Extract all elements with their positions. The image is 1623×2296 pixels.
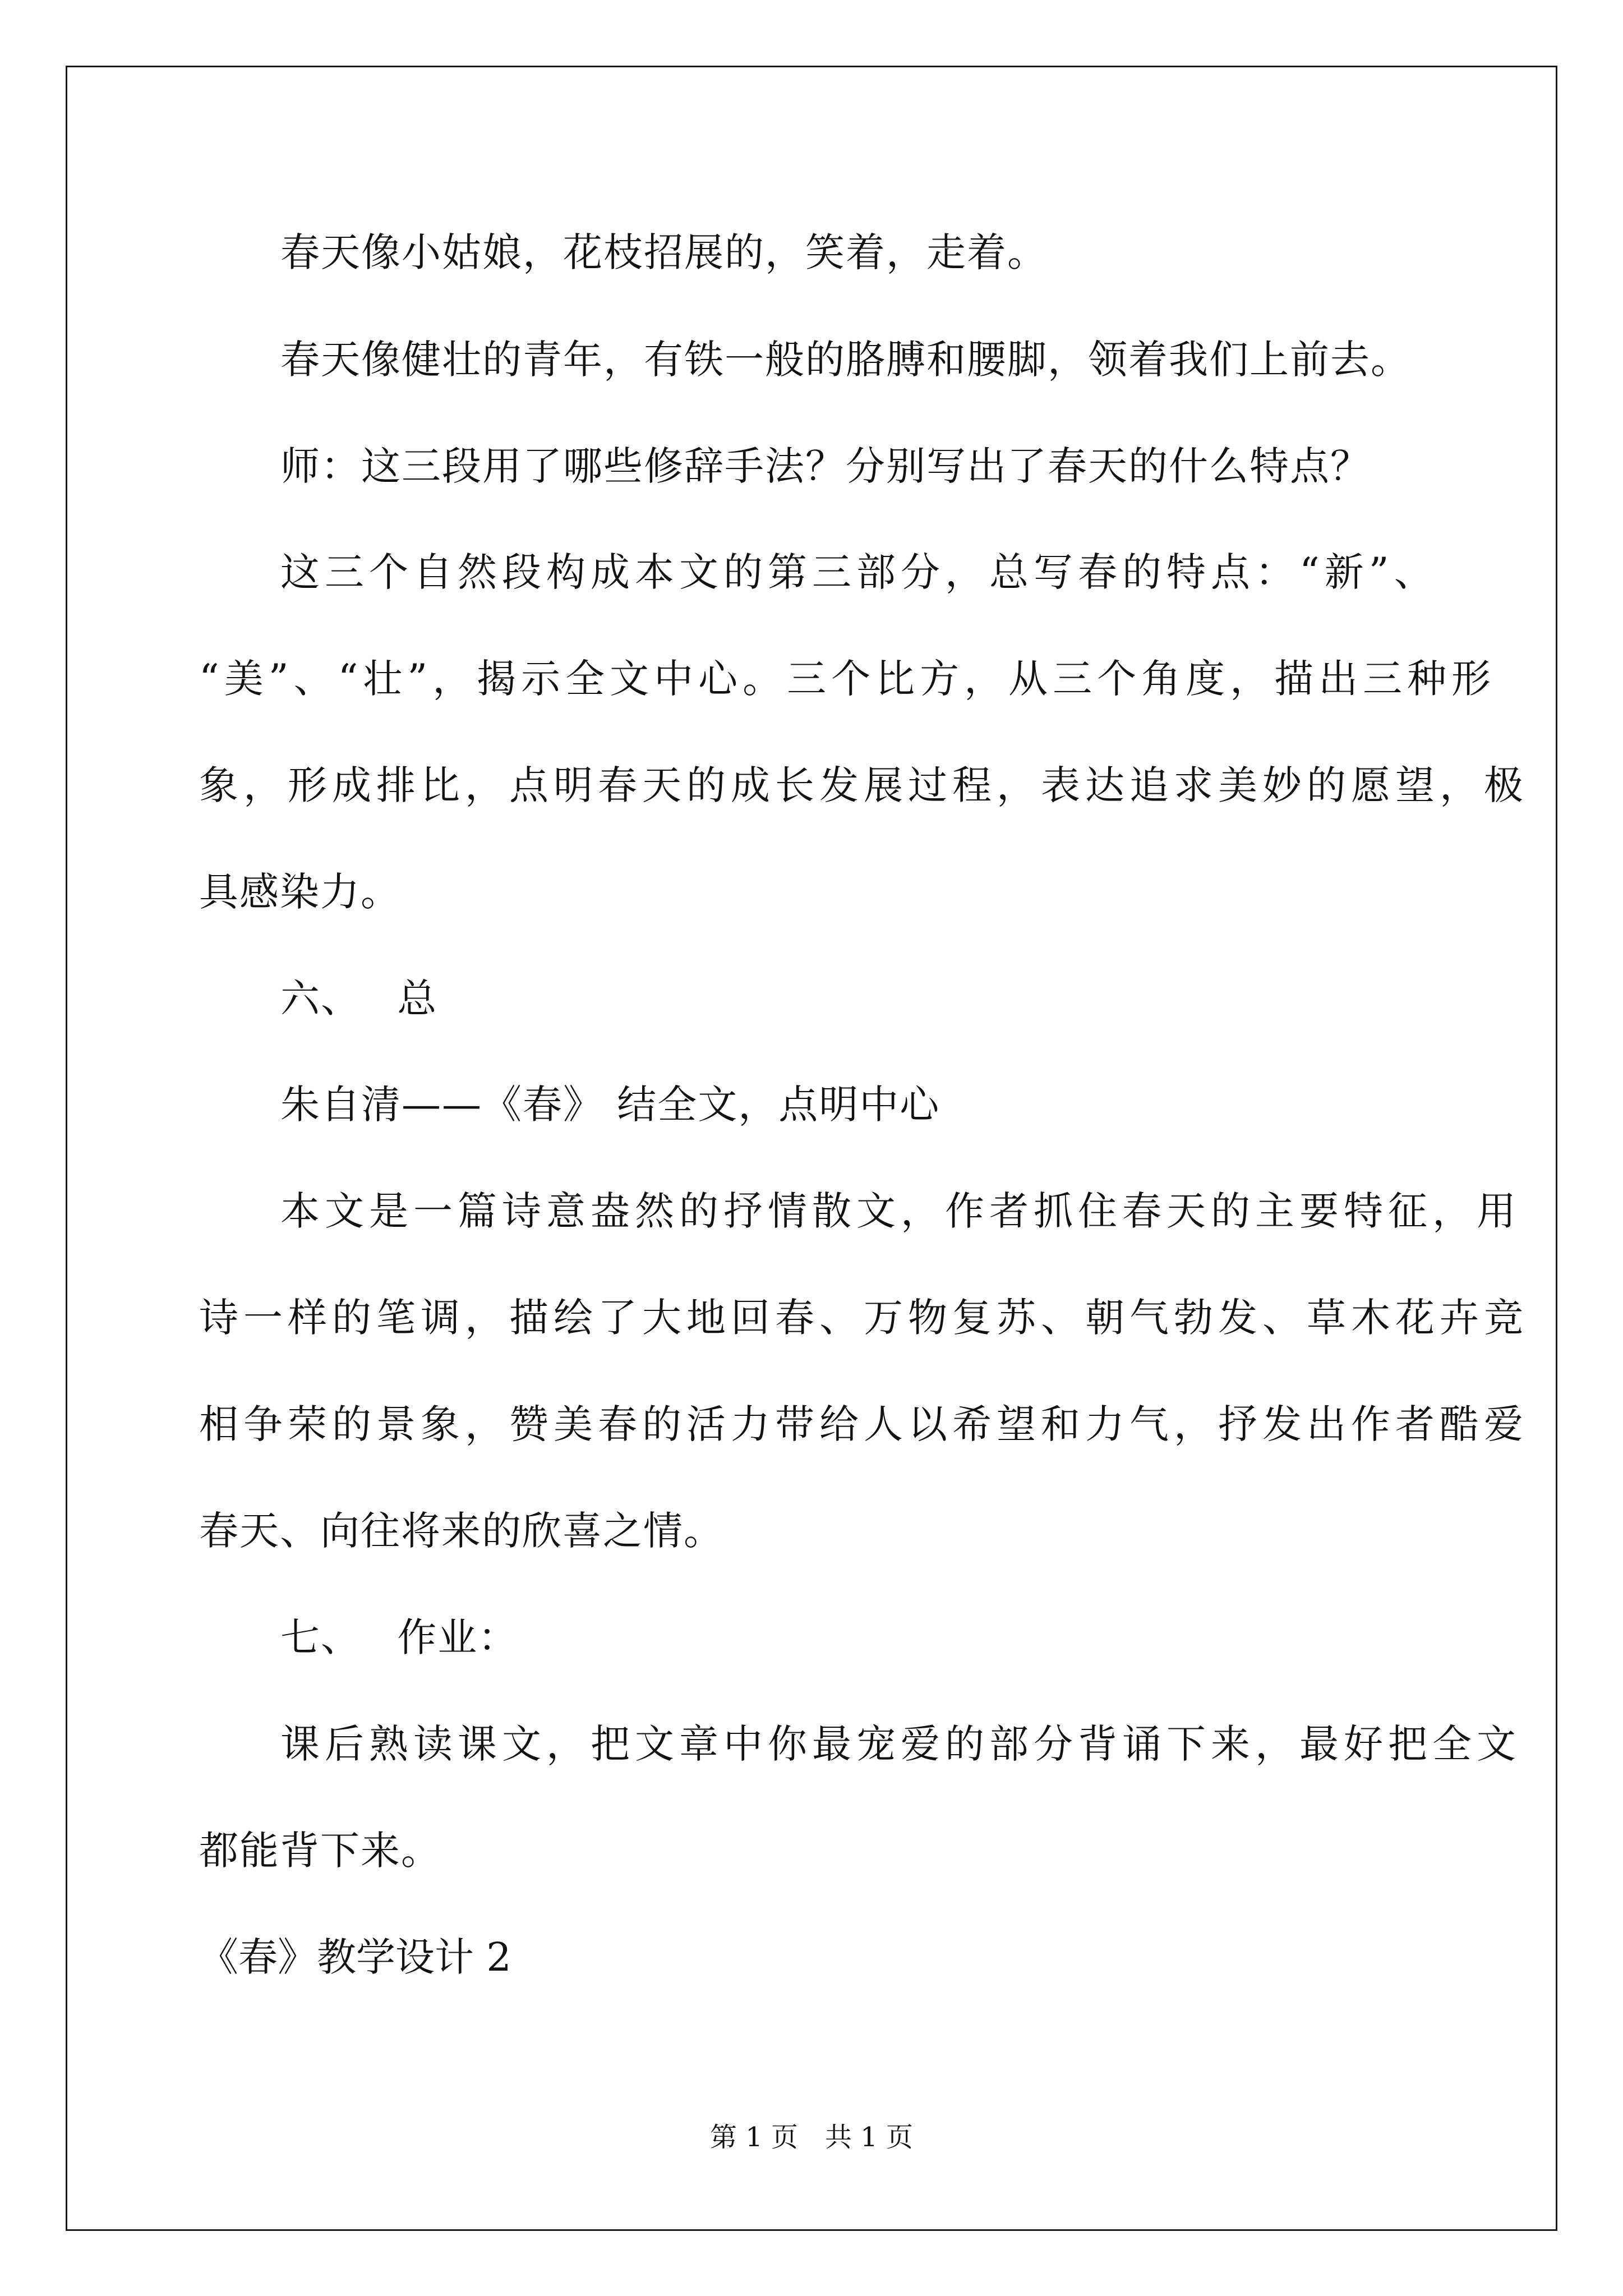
paragraph-line: 本文是一篇诗意盎然的抒情散文，作者抓住春天的主要特征，用 (280, 1188, 1521, 1234)
paragraph-line: “美”、“壮”，揭示全文中心。三个比方，从三个角度，描出三种形 (199, 656, 1496, 702)
paragraph-line: 都能背下来。 (199, 1828, 441, 1874)
paragraph-line: 象，形成排比，点明春天的成长发展过程，表达追求美妙的愿望，极 (199, 762, 1528, 808)
paragraph-line: 春天、向往将来的欣喜之情。 (199, 1508, 724, 1554)
paragraph-line: 相争荣的景象，赞美春的活力带给人以希望和力气，抒发出作者酷爱 (199, 1401, 1528, 1447)
paragraph-line: 朱自清——《春》 结全文，点明中心 (280, 1082, 940, 1128)
section-heading: 六、 总 (280, 976, 438, 1022)
section-heading: 七、 作业： (280, 1614, 519, 1660)
paragraph-line: 诗一样的笔调，描绘了大地回春、万物复苏、朝气勃发、草木花卉竞 (199, 1295, 1528, 1341)
paragraph-line: 春天像小姑娘，花枝招展的，笑着，走着。 (280, 229, 1048, 275)
page-border (66, 66, 1557, 2231)
paragraph-line: 课后熟读课文，把文章中你最宠爱的部分背诵下来，最好把全文 (280, 1721, 1521, 1767)
paragraph-line: 具感染力。 (199, 869, 401, 915)
page-footer: 第 1 页 共 1 页 (709, 2122, 914, 2153)
paragraph-line: 这三个自然段构成本文的第三部分，总写春的特点：“新”、 (280, 549, 1438, 595)
paragraph-line: 师：这三段用了哪些修辞手法？分别写出了春天的什么特点？ (280, 443, 1371, 489)
section-title: 《春》教学设计 2 (199, 1934, 511, 1980)
paragraph-line: 春天像健壮的青年，有铁一般的胳膊和腰脚，领着我们上前去。 (280, 337, 1411, 383)
